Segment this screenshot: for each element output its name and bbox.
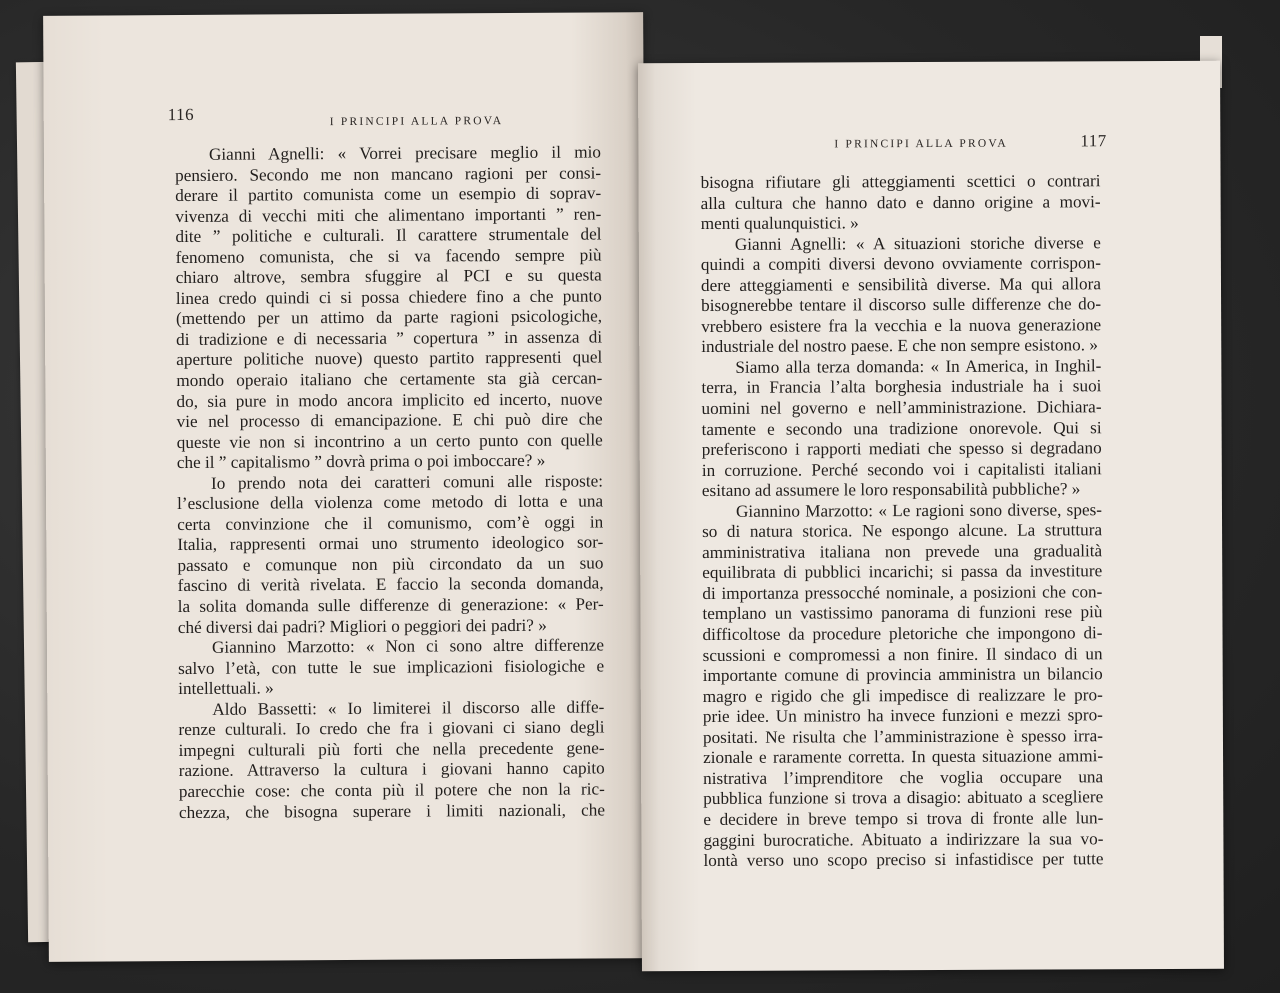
text-line: passato e comunque non più circondato da un suo xyxy=(177,553,604,575)
text-line: queste vie non si incontrino a un certo punto con quelle xyxy=(176,430,603,452)
text-line: do, sia pure in modo ancora implicito ed incerto, nuove xyxy=(176,388,603,411)
text-line: industriale del nostro paese. E che non sempre esistono. » xyxy=(701,335,1098,357)
text-line: amministrativa italiana non prevede una gradualità xyxy=(702,541,1103,562)
right-page-body xyxy=(701,171,1104,871)
text-line: in corruzione. Perché secondo voi i capitalisti italiani xyxy=(701,458,1102,480)
text-line: uomini nel governo e nell’amministrazione. Dichiara- xyxy=(701,397,1102,419)
text-line: quindi a compiti diversi devono ovviamente corrispon- xyxy=(700,253,1101,275)
text-line: bisogna rifiutare gli atteggiamenti scettici o contrari xyxy=(700,171,1101,193)
text-line: lontà verso uno scopo preciso si infastidisce per tutte xyxy=(703,849,1104,871)
text-line: chiaro altrove, sembra sfuggire al PCI e su questa xyxy=(175,265,602,288)
text-line: Gianni Agnelli: « A situazioni storiche diverse e xyxy=(734,232,1101,254)
right-page-number: 117 xyxy=(1080,131,1107,151)
left-page xyxy=(43,12,649,962)
text-line: vrebbero esistere fra la vecchia e la nuova generazione xyxy=(701,315,1102,336)
text-line: la solita domanda sulle differenze di generazione: « Per- xyxy=(177,594,604,617)
text-line: intellettuali. » xyxy=(178,678,274,699)
text-line: fenomeno comunista, che si va facendo sempre più xyxy=(175,245,602,267)
text-line: zionale e raramente corretta. In questa situazione ammi- xyxy=(703,746,1104,768)
text-line: menti qualunquistici. » xyxy=(700,213,859,234)
text-line: templano un vastissimo panorama di funzioni rese più xyxy=(702,602,1103,624)
text-line: razione. Attraverso la cultura i giovani hanno capito xyxy=(178,758,605,781)
text-line: impegni culturali più forti che nella precedente gene- xyxy=(178,738,605,760)
left-running-title: I PRINCIPI ALLA PROVA xyxy=(329,115,504,129)
text-line: pubblica funzione si trova a disagio: abituato a scegliere xyxy=(703,787,1104,809)
text-line: ché diversi dai padri? Migliori o peggiori dei padri? » xyxy=(177,615,547,637)
text-line: prie idee. Un ministro ha invece funzioni e mezzi spro- xyxy=(702,705,1103,727)
text-line: Italia, rappresenti ormai uno strumento ideologico sor- xyxy=(177,532,604,555)
right-page xyxy=(638,61,1224,972)
text-line: di importanza pressocché nominale, a posizioni che con- xyxy=(702,582,1103,603)
text-line: aperture politiche nuove) questo partito rappresenti quel xyxy=(176,347,603,370)
right-running-title: I PRINCIPI ALLA PROVA xyxy=(834,137,1008,151)
left-page-body xyxy=(175,142,605,823)
text-line: Io prendo nota dei caratteri comuni alle risposte: xyxy=(210,471,604,493)
text-line: Giannino Marzotto: « Non ci sono altre differenze xyxy=(211,635,605,657)
text-line: Aldo Bassetti: « Io limiterei il discorso alle diffe- xyxy=(212,697,605,719)
text-line: mondo operaio italiano che certamente sta già cercan- xyxy=(176,368,603,391)
left-page-header xyxy=(43,12,643,129)
text-line: parecchie cose: che conta più il potere che non la ric- xyxy=(178,779,605,801)
text-line: derare il partito comunista come un esempio di soprav- xyxy=(175,183,602,206)
text-line: preferiscono i rapporti mediati che spesso si degradano xyxy=(701,438,1102,460)
text-line: chezza, che bisogna superare i limiti nazionali, che xyxy=(178,799,606,822)
text-line: bisognerebbe tentare il discorso sulle differenze che do- xyxy=(701,294,1102,316)
text-line: nistrativa l’imprenditore che voglia occupare una xyxy=(703,767,1104,788)
text-line: tamente e secondo una tradizione onorevole. Qui si xyxy=(701,417,1102,439)
text-line: positati. Ne risulta che l’amministrazione è spesso irra- xyxy=(702,726,1104,747)
text-line: e decidere in breve tempo si trova di fronte alle lun- xyxy=(703,808,1104,829)
text-line: so di natura storica. Ne espongo alcune. La struttura xyxy=(702,520,1103,542)
text-line: certa convinzione che il comunismo, com’è oggi in xyxy=(177,512,604,534)
text-line: Siamo alla terza domanda: « In America, in Inghil- xyxy=(735,356,1102,377)
text-line: difficoltose da procedure pletoriche che impongono di- xyxy=(702,623,1103,645)
text-line: equilibrata di pubblici incarichi; si passa da investiture xyxy=(702,561,1103,583)
text-line: Gianni Agnelli: « Vorrei precisare meglio il mio xyxy=(208,142,602,164)
text-line: magro e rigido che gli impedisce di realizzare le pro- xyxy=(702,684,1103,706)
text-line: salvo l’età, con tutte le sue implicazioni fisiologiche e xyxy=(178,656,605,678)
text-line: scussioni e compromessi a non finire. Il sindaco di un xyxy=(702,643,1103,665)
text-line: terra, in Francia l’alta borghesia industriale ha i suoi xyxy=(701,376,1102,398)
text-line: Giannino Marzotto: « Le ragioni sono diverse, spes- xyxy=(735,500,1103,521)
right-page-header xyxy=(638,61,1220,151)
text-line: alla cultura che hanno dato e danno origine a movi- xyxy=(700,191,1101,213)
left-page-number: 116 xyxy=(167,104,195,125)
text-line: pensiero. Secondo me non mancano ragioni per consi- xyxy=(175,162,602,185)
text-line: vivenza di vecchi miti che alimentano importanti ” ren- xyxy=(175,204,602,226)
text-line: vie nel processo di emancipazione. E chi può dire che xyxy=(176,409,603,432)
text-line: importante comune di provincia amministra un bilancio xyxy=(702,664,1103,686)
text-line: dere atteggiamenti e sensibilità diverse. Ma qui allora xyxy=(700,273,1102,295)
text-line: l’esclusione della violenza come metodo di lotta e una xyxy=(177,491,604,514)
text-line: linea credo quindi ci si possa chiedere fino a che punto xyxy=(175,286,602,308)
text-line: renze culturali. Io credo che fra i giovani ci siano degli xyxy=(178,717,605,740)
text-line: di tradizione e di necessaria ” copertura ” in assenza di xyxy=(176,327,603,349)
text-line: gaggini burocratiche. Abituato a indirizzare la sua vo- xyxy=(703,828,1104,850)
text-line: fascino di verità rivelata. E faccio la seconda domanda, xyxy=(177,573,604,596)
text-line: esitano ad assumere le loro responsabilità pubbliche? » xyxy=(701,479,1081,501)
text-line: che il ” capitalismo ” dovrà prima o poi imboccare? » xyxy=(176,450,546,473)
text-line: dite ” politiche e culturali. Il carattere strumentale del xyxy=(175,224,602,247)
text-line: (mettendo per un attimo da parte ragioni psicologiche, xyxy=(175,306,603,329)
